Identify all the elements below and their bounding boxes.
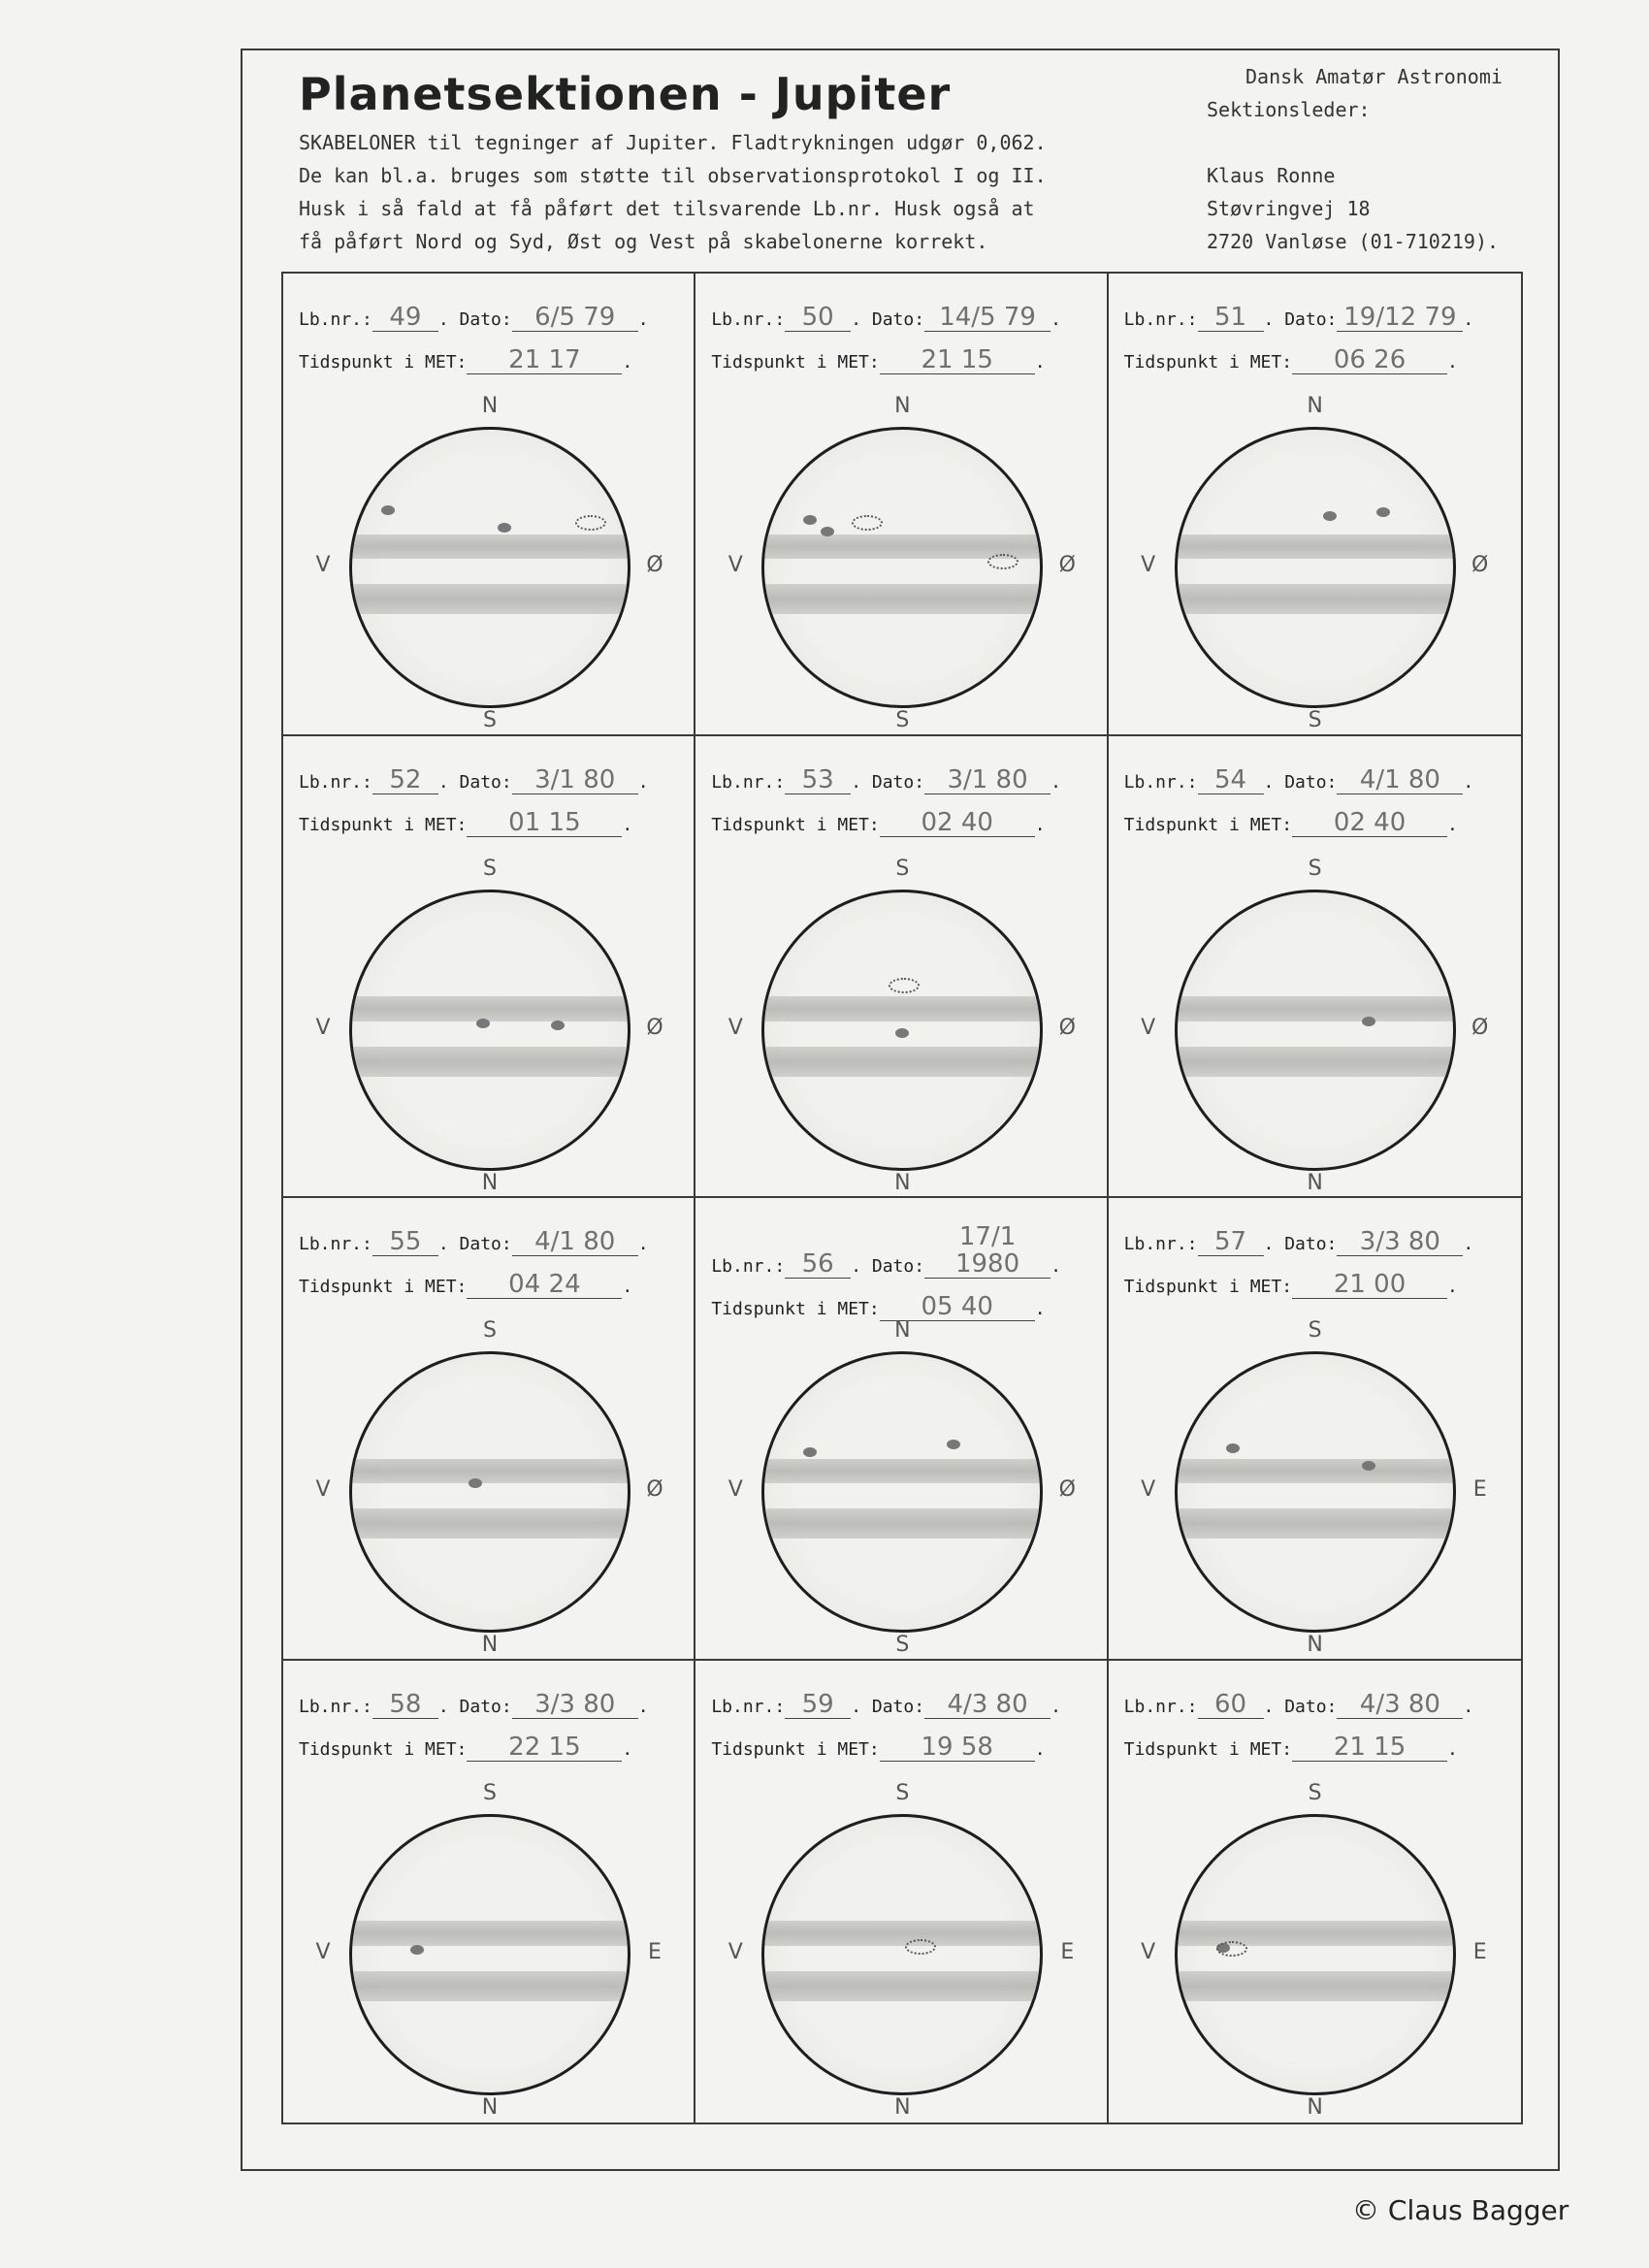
template-cell — [283, 736, 695, 1199]
lbnr-label: Lb.nr.: — [711, 1256, 786, 1277]
dato-value: 14/5 79 — [924, 304, 1051, 332]
direction-left: V — [1141, 1477, 1156, 1502]
direction-left: V — [315, 553, 331, 577]
tid-label: Tidspunkt i MET: — [711, 1299, 880, 1319]
belt — [1178, 1047, 1453, 1077]
dato-value: 3/3 80 — [1337, 1228, 1463, 1256]
dato-label: Dato: — [1284, 771, 1338, 793]
belt — [352, 1921, 628, 1946]
jupiter-disc — [1175, 890, 1456, 1171]
organization-block — [1207, 60, 1503, 258]
direction-left: V — [1141, 1939, 1156, 1964]
direction-bottom: S — [1308, 708, 1322, 732]
lbnr-value: 56 — [785, 1250, 851, 1279]
direction-right: E — [1472, 1939, 1487, 1964]
lbnr-value: 50 — [785, 304, 851, 332]
direction-top: S — [1308, 856, 1322, 881]
direction-bottom: S — [895, 1633, 910, 1657]
lbnr-label: Lb.nr.: — [299, 1234, 372, 1254]
dark-spot — [1323, 511, 1337, 521]
jupiter-disc — [349, 890, 630, 1171]
lbnr-value: 51 — [1198, 304, 1264, 332]
white-oval — [905, 1939, 936, 1955]
jupiter-disc — [349, 1351, 630, 1633]
template-cell — [283, 1661, 695, 2123]
tid-label: Tidspunkt i MET: — [711, 352, 880, 373]
cell-meta: Lb.nr.: 60 . Dato: 4/3 80 . Tidspunkt i MET: 21 15 . — [1123, 1689, 1474, 1762]
direction-top: S — [1308, 1318, 1322, 1343]
dark-spot — [947, 1440, 960, 1449]
belt — [1178, 1459, 1453, 1484]
dato-value: 4/3 80 — [1337, 1691, 1463, 1719]
lbnr-label: Lb.nr.: — [711, 771, 786, 793]
jupiter-disc — [349, 427, 630, 708]
belt — [764, 584, 1040, 614]
tid-value: 21 17 — [467, 346, 622, 374]
direction-bottom: N — [1307, 1170, 1323, 1195]
tid-label: Tidspunkt i MET: — [1123, 814, 1293, 835]
direction-left: V — [728, 553, 743, 577]
direction-right: E — [1472, 1477, 1487, 1502]
belt — [1178, 1971, 1453, 2001]
tid-value: 21 15 — [880, 346, 1035, 374]
belt — [1178, 1508, 1453, 1539]
direction-bottom: S — [895, 708, 910, 732]
lbnr-label: Lb.nr.: — [299, 309, 372, 330]
cell-meta: Lb.nr.: 51 . Dato: 19/12 79 . Tidspunkt i MET: 06 26 . — [1123, 303, 1474, 374]
cell-meta: Lb.nr.: 54 . Dato: 4/1 80 . Tidspunkt i MET: 02 40 . — [1123, 764, 1474, 837]
dark-spot — [803, 515, 817, 525]
lbnr-value: 53 — [785, 766, 851, 794]
cell-meta: Lb.nr.: 59 . Dato: 4/3 80 . Tidspunkt i MET: 19 58 . — [711, 1689, 1061, 1762]
cell-meta: Lb.nr.: 57 . Dato: 3/3 80 . Tidspunkt i MET: 21 00 . — [1123, 1227, 1474, 1299]
belt — [352, 1971, 628, 2001]
dark-spot — [1376, 507, 1390, 517]
dark-spot — [476, 1019, 490, 1028]
cell-meta: Lb.nr.: 49 . Dato: 6/5 79 . Tidspunkt i MET: 21 17 . — [299, 303, 649, 374]
copyright: © Claus Bagger — [1352, 2194, 1569, 2226]
intro-line: De kan bl.a. bruges som støtte til observationsprotokol I og II. — [299, 164, 1047, 187]
tid-label: Tidspunkt i MET: — [299, 352, 468, 373]
tid-label: Tidspunkt i MET: — [1123, 352, 1293, 373]
tid-value: 05 40 — [880, 1293, 1035, 1321]
template-cell — [695, 1661, 1108, 2123]
belt — [764, 996, 1040, 1021]
dato-label: Dato: — [871, 1696, 925, 1717]
org-role: Sektionsleder: — [1207, 98, 1371, 121]
direction-bottom: N — [894, 2094, 911, 2120]
direction-bottom: N — [894, 1170, 911, 1195]
dato-value: 17/1 1980 — [924, 1223, 1051, 1279]
direction-right: Ø — [1058, 1477, 1076, 1502]
dato-value: 4/1 80 — [1337, 766, 1463, 794]
belt — [1178, 1921, 1453, 1946]
belt — [764, 1047, 1040, 1077]
dato-label: Dato: — [1284, 1234, 1338, 1254]
dato-label: Dato: — [1284, 309, 1338, 330]
dato-value: 4/1 80 — [512, 1228, 638, 1256]
lbnr-value: 52 — [372, 766, 438, 794]
org-person: Klaus Ronne — [1207, 164, 1336, 187]
jupiter-disc — [761, 890, 1043, 1171]
belt — [352, 584, 628, 614]
org-city: 2720 Vanløse (01-710219). — [1207, 230, 1500, 253]
direction-top: S — [895, 856, 910, 881]
cell-meta: Lb.nr.: 50 . Dato: 14/5 79 . Tidspunkt i MET: 21 15 . — [711, 303, 1061, 374]
lbnr-value: 49 — [372, 304, 438, 332]
belt — [1178, 584, 1453, 614]
direction-right: Ø — [1471, 553, 1489, 577]
white-oval — [1216, 1941, 1247, 1957]
template-cell — [283, 274, 695, 736]
template-cell — [695, 274, 1108, 736]
dato-value: 19/12 79 — [1337, 304, 1463, 332]
tid-value: 04 24 — [467, 1271, 622, 1299]
direction-right: Ø — [646, 553, 663, 577]
direction-top: N — [481, 394, 499, 418]
direction-left: V — [728, 1939, 743, 1964]
belt — [1178, 996, 1453, 1021]
direction-left: V — [315, 1477, 331, 1502]
lbnr-label: Lb.nr.: — [1123, 1696, 1198, 1717]
white-oval — [987, 554, 1018, 569]
tid-value: 06 26 — [1292, 346, 1447, 374]
lbnr-label: Lb.nr.: — [299, 771, 372, 793]
dato-value: 4/3 80 — [924, 1691, 1051, 1719]
dark-spot — [498, 523, 511, 533]
template-cell — [1109, 1198, 1521, 1661]
cell-meta: Lb.nr.: 52 . Dato: 3/1 80 . Tidspunkt i MET: 01 15 . — [299, 764, 649, 837]
white-oval — [852, 515, 883, 531]
tid-label: Tidspunkt i MET: — [299, 1738, 468, 1760]
org-street: Støvringvej 18 — [1207, 197, 1371, 220]
tid-label: Tidspunkt i MET: — [299, 1277, 468, 1297]
dato-value: 3/1 80 — [512, 766, 638, 794]
dato-value: 3/1 80 — [924, 766, 1051, 794]
tid-label: Tidspunkt i MET: — [711, 1738, 880, 1760]
lbnr-value: 57 — [1198, 1228, 1264, 1256]
white-oval — [889, 978, 920, 993]
direction-bottom: N — [481, 2094, 499, 2120]
lbnr-value: 54 — [1198, 766, 1264, 794]
dark-spot — [895, 1028, 909, 1038]
page-title: Planetsektionen - Jupiter — [299, 68, 952, 120]
cell-meta: Lb.nr.: 56 . Dato:17/1 1980 . Tidspunkt i MET: 05 40 . — [711, 1222, 1061, 1321]
white-oval — [575, 515, 606, 531]
intro-line: Husk i så fald at få påført det tilsvarende Lb.nr. Husk også at — [299, 197, 1035, 220]
dark-spot — [1362, 1461, 1375, 1471]
dark-spot — [803, 1447, 817, 1457]
cell-meta: Lb.nr.: 58 . Dato: 3/3 80 . Tidspunkt i MET: 22 15 . — [299, 1689, 649, 1762]
belt — [764, 1971, 1040, 2001]
jupiter-disc — [1175, 1814, 1456, 2095]
lbnr-label: Lb.nr.: — [711, 309, 786, 330]
direction-top: N — [894, 394, 911, 418]
lbnr-value: 59 — [785, 1691, 851, 1719]
template-cell — [1109, 274, 1521, 736]
dark-spot — [469, 1478, 482, 1488]
direction-right: E — [648, 1939, 662, 1964]
direction-left: V — [728, 1015, 743, 1040]
lbnr-label: Lb.nr.: — [299, 1696, 372, 1717]
direction-right: Ø — [646, 1477, 663, 1502]
dato-label: Dato: — [871, 309, 925, 330]
intro-text — [299, 126, 1047, 258]
direction-left: V — [1141, 553, 1156, 577]
dato-label: Dato: — [871, 1256, 925, 1277]
belt — [1178, 535, 1453, 560]
cell-meta: Lb.nr.: 55 . Dato: 4/1 80 . Tidspunkt i MET: 04 24 . — [299, 1227, 649, 1299]
direction-bottom: N — [1307, 2094, 1323, 2120]
direction-right: Ø — [1058, 1015, 1076, 1040]
dato-label: Dato: — [459, 1234, 512, 1254]
dato-value: 3/3 80 — [512, 1691, 638, 1719]
lbnr-label: Lb.nr.: — [711, 1696, 786, 1717]
template-grid — [281, 272, 1523, 2124]
template-cell — [1109, 1661, 1521, 2123]
jupiter-disc — [1175, 427, 1456, 708]
intro-line: SKABELONER til tegninger af Jupiter. Fladtrykningen udgør 0,062. — [299, 131, 1047, 154]
belt — [764, 1508, 1040, 1539]
dark-spot — [1362, 1017, 1375, 1026]
lbnr-label: Lb.nr.: — [1123, 309, 1198, 330]
cell-meta: Lb.nr.: 53 . Dato: 3/1 80 . Tidspunkt i MET: 02 40 . — [711, 764, 1061, 837]
dark-spot — [1226, 1443, 1240, 1453]
tid-value: 02 40 — [880, 809, 1035, 837]
direction-bottom: S — [483, 708, 497, 732]
direction-top: S — [483, 1780, 497, 1805]
belt — [764, 1921, 1040, 1946]
dato-label: Dato: — [1284, 1696, 1338, 1717]
lbnr-label: Lb.nr.: — [1123, 771, 1198, 793]
lbnr-value: 58 — [372, 1691, 438, 1719]
lbnr-value: 55 — [372, 1228, 438, 1256]
jupiter-disc — [349, 1814, 630, 2095]
direction-top: S — [1308, 1780, 1322, 1805]
direction-left: V — [1141, 1015, 1156, 1040]
direction-top: N — [1307, 394, 1323, 418]
direction-right: Ø — [646, 1015, 663, 1040]
tid-value: 19 58 — [880, 1733, 1035, 1762]
org-name: Dansk Amatør Astronomi — [1245, 65, 1503, 88]
direction-left: V — [728, 1477, 743, 1502]
tid-value: 01 15 — [467, 809, 622, 837]
tid-value: 22 15 — [467, 1733, 622, 1762]
direction-bottom: N — [481, 1633, 499, 1657]
jupiter-disc — [1175, 1351, 1456, 1633]
template-cell — [283, 1198, 695, 1661]
tid-label: Tidspunkt i MET: — [299, 814, 468, 835]
tid-value: 02 40 — [1292, 809, 1447, 837]
dato-label: Dato: — [459, 771, 512, 793]
direction-top: S — [895, 1780, 910, 1805]
tid-value: 21 00 — [1292, 1271, 1447, 1299]
lbnr-value: 60 — [1198, 1691, 1264, 1719]
template-cell — [1109, 736, 1521, 1199]
belt — [352, 535, 628, 560]
intro-line: få påført Nord og Syd, Øst og Vest på skabelonerne korrekt. — [299, 230, 988, 253]
belt — [352, 1047, 628, 1077]
belt — [352, 996, 628, 1021]
direction-right: Ø — [1471, 1015, 1489, 1040]
direction-right: E — [1060, 1939, 1075, 1964]
belt — [352, 1459, 628, 1484]
dark-spot — [410, 1945, 424, 1955]
direction-left: V — [315, 1015, 331, 1040]
jupiter-disc — [761, 1814, 1043, 2095]
direction-top: S — [483, 1318, 497, 1343]
jupiter-disc — [761, 1351, 1043, 1633]
dark-spot — [381, 505, 395, 515]
direction-top: N — [894, 1318, 911, 1343]
tid-value: 21 15 — [1292, 1733, 1447, 1762]
belt — [764, 1459, 1040, 1484]
template-cell — [695, 736, 1108, 1199]
dato-label: Dato: — [459, 309, 512, 330]
dark-spot — [551, 1021, 565, 1030]
dato-value: 6/5 79 — [512, 304, 638, 332]
direction-top: S — [483, 856, 497, 881]
tid-label: Tidspunkt i MET: — [711, 814, 880, 835]
tid-label: Tidspunkt i MET: — [1123, 1277, 1293, 1297]
tid-label: Tidspunkt i MET: — [1123, 1738, 1293, 1760]
direction-right: Ø — [1058, 553, 1076, 577]
dato-label: Dato: — [459, 1696, 512, 1717]
dato-label: Dato: — [871, 771, 925, 793]
lbnr-label: Lb.nr.: — [1123, 1234, 1198, 1254]
jupiter-disc — [761, 427, 1043, 708]
direction-left: V — [315, 1939, 331, 1964]
template-cell — [695, 1198, 1108, 1661]
direction-bottom: N — [481, 1170, 499, 1195]
direction-bottom: N — [1307, 1633, 1323, 1657]
belt — [352, 1508, 628, 1539]
